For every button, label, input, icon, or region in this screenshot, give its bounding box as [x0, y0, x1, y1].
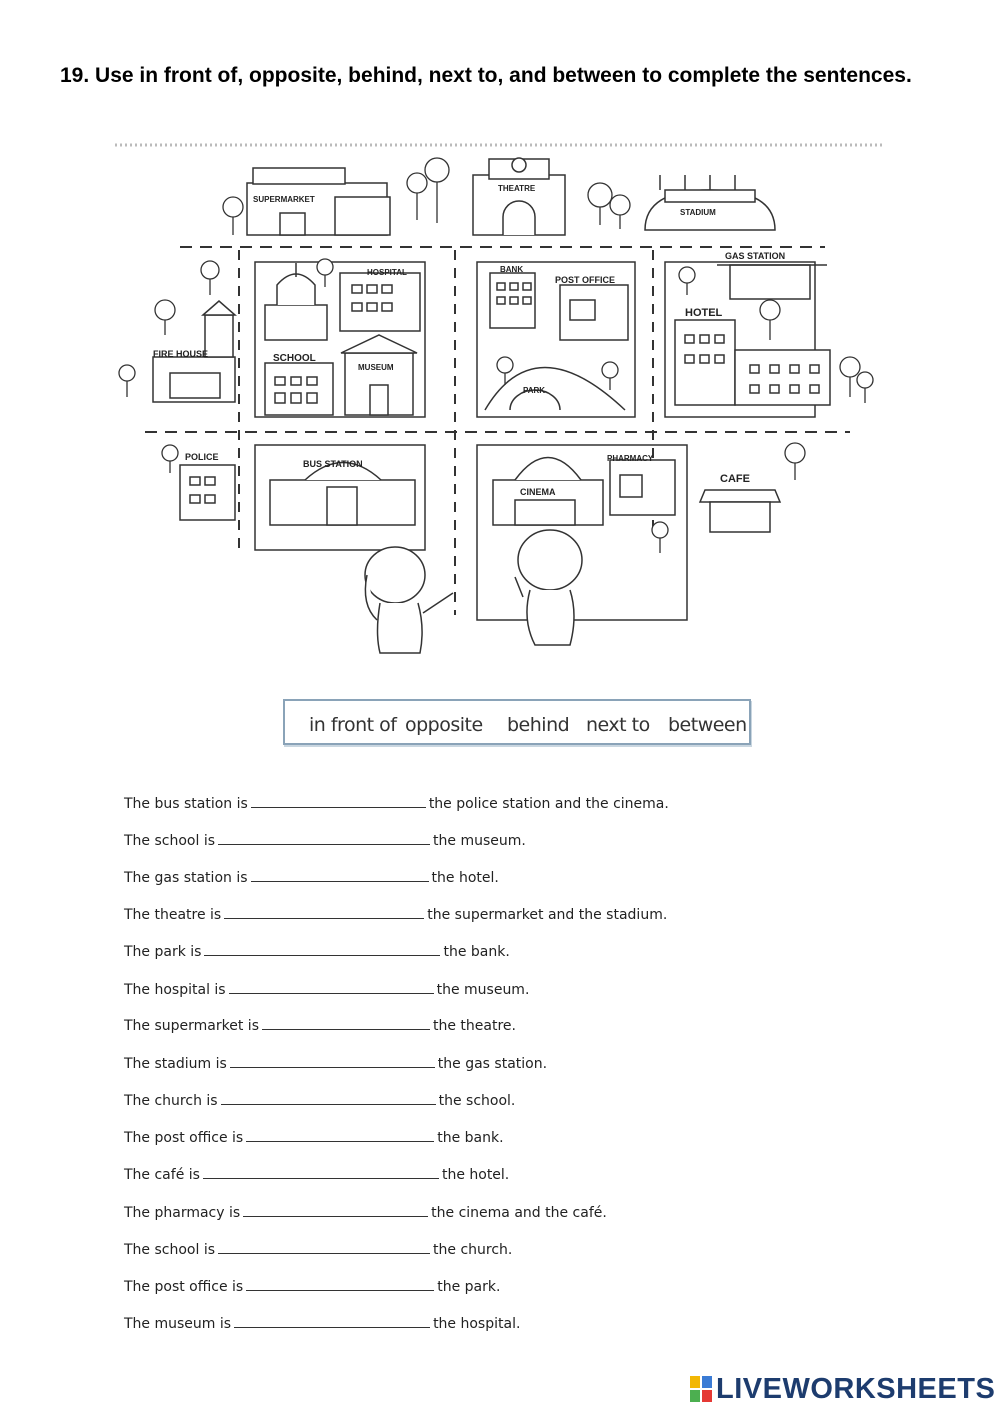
answer-blank[interactable]	[229, 981, 434, 994]
post-office-building	[560, 285, 628, 340]
sentence-end: the museum.	[433, 833, 526, 849]
label-police: POLICE	[185, 452, 219, 462]
answer-blank[interactable]	[243, 1204, 428, 1217]
word-bank-item: behind	[507, 714, 570, 736]
sentence-end: the hospital.	[433, 1316, 521, 1332]
sentence-row	[124, 1129, 504, 1146]
label-hospital: HOSPITAL	[367, 268, 407, 277]
museum-building	[341, 335, 417, 415]
sentence-row	[124, 795, 669, 812]
label-school: SCHOOL	[273, 353, 316, 364]
sentence-end: the gas station.	[437, 1056, 548, 1072]
sentence-end: the school.	[438, 1093, 516, 1109]
sentence-start: The pharmacy is	[124, 1205, 241, 1221]
cafe-building	[700, 490, 780, 532]
sentence-row	[124, 1017, 516, 1034]
sentence-start: The museum is	[124, 1316, 232, 1332]
label-pharmacy: PHARMACY	[607, 454, 654, 463]
stadium-building	[645, 175, 775, 230]
police-building	[180, 465, 235, 520]
sentence-end: the cinema and the café.	[431, 1205, 607, 1221]
sentence-row	[124, 1315, 520, 1332]
label-bank: BANK	[500, 265, 524, 274]
sentence-start: The post office is	[124, 1130, 244, 1146]
label-stadium: STADIUM	[680, 208, 716, 217]
sentence-start: The bus station is	[124, 796, 248, 812]
liveworksheets-logo-icon	[690, 1376, 712, 1402]
sentence-start: The gas station is	[124, 870, 248, 886]
sentence-end: the park.	[437, 1279, 501, 1295]
sentence-end: the hotel.	[441, 1167, 510, 1183]
word-bank-item: next to	[586, 714, 650, 736]
sentence-row	[124, 1055, 547, 1072]
word-bank-box	[283, 699, 751, 745]
church-building	[265, 263, 327, 340]
girl-figure	[365, 547, 453, 653]
sentence-row	[124, 981, 529, 998]
word-bank-item: opposite	[405, 714, 483, 736]
label-fire-house: FIRE HOUSE	[153, 349, 209, 359]
label-hotel: HOTEL	[685, 307, 723, 319]
hotel-building	[675, 320, 830, 405]
answer-blank[interactable]	[218, 1241, 430, 1254]
sentence-start: The school is	[124, 1242, 216, 1258]
sentence-end: the church.	[433, 1242, 513, 1258]
logo-text: LIVEWORKSHEETS	[716, 1372, 996, 1405]
answer-blank[interactable]	[224, 906, 424, 919]
word-bank-item: in front of	[309, 714, 397, 736]
sentence-end: the police station and the cinema.	[428, 796, 669, 812]
label-bus-station: BUS STATION	[303, 459, 363, 469]
liveworksheets-logo	[690, 1369, 995, 1409]
label-cafe: CAFE	[720, 473, 750, 485]
sentence-row	[124, 869, 499, 886]
sentence-row	[124, 832, 526, 849]
answer-blank[interactable]	[218, 832, 430, 845]
label-cinema: CINEMA	[520, 487, 556, 497]
sentence-start: The hospital is	[124, 982, 226, 998]
label-gas-station: GAS STATION	[725, 251, 786, 261]
answer-blank[interactable]	[251, 869, 429, 882]
boy-figure	[515, 530, 582, 645]
bus-station-building	[270, 463, 415, 526]
sentence-row	[124, 906, 667, 923]
sentence-start: The post office is	[124, 1279, 244, 1295]
sentence-start: The church is	[124, 1093, 218, 1109]
answer-blank[interactable]	[203, 1166, 439, 1179]
answer-blank[interactable]	[221, 1092, 436, 1105]
bank-building	[490, 273, 535, 328]
hospital-building	[340, 273, 420, 331]
answer-blank[interactable]	[204, 943, 440, 956]
sentence-row	[124, 1241, 512, 1258]
exercise-title: 19. Use in front of, opposite, behind, next to, and between to complete the sentences.	[60, 64, 912, 87]
label-post-office: POST OFFICE	[555, 275, 616, 285]
school-building	[265, 363, 333, 415]
sentence-end: the hotel.	[431, 870, 499, 886]
sentence-row	[124, 1166, 509, 1183]
label-museum: MUSEUM	[358, 363, 394, 372]
answer-blank[interactable]	[230, 1055, 435, 1068]
town-map-illustration	[105, 135, 895, 675]
label-supermarket: SUPERMARKET	[253, 195, 315, 204]
sentence-start: The stadium is	[124, 1056, 227, 1072]
sentence-row	[124, 943, 510, 960]
sentence-start: The supermarket is	[124, 1018, 259, 1034]
label-theatre: THEATRE	[498, 184, 536, 193]
sentence-end: the bank.	[437, 1130, 504, 1146]
sentence-row	[124, 1092, 515, 1109]
answer-blank[interactable]	[234, 1315, 430, 1328]
answer-blank[interactable]	[262, 1017, 430, 1030]
answer-blank[interactable]	[246, 1129, 434, 1142]
sentence-end: the museum.	[436, 982, 530, 998]
answer-blank[interactable]	[246, 1278, 434, 1291]
sentence-end: the theatre.	[432, 1018, 516, 1034]
sentence-start: The park is	[124, 944, 202, 960]
sentence-start: The theatre is	[124, 907, 222, 923]
sentence-row	[124, 1278, 500, 1295]
sentence-end: the supermarket and the stadium.	[427, 907, 668, 923]
label-park: PARK	[523, 386, 546, 395]
gas-station-building	[717, 265, 827, 299]
sentence-start: The school is	[124, 833, 216, 849]
theatre-building	[473, 158, 565, 235]
sentence-end: the bank.	[443, 944, 510, 960]
pharmacy-building	[610, 460, 675, 515]
word-bank-item: between	[668, 714, 747, 736]
sentence-start: The café is	[124, 1167, 200, 1183]
answer-blank[interactable]	[251, 795, 426, 808]
sentence-row	[124, 1204, 607, 1221]
